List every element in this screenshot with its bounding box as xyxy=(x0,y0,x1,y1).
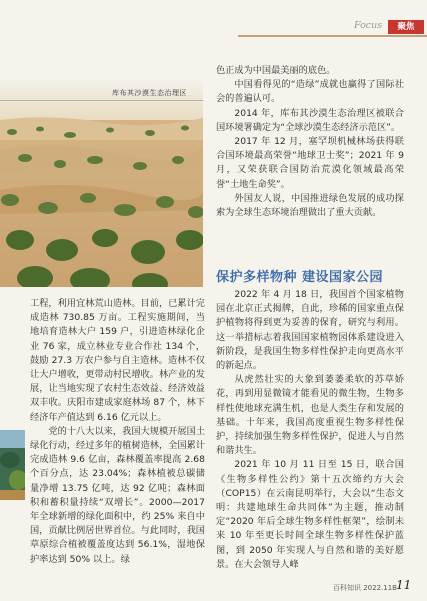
section-label-en: Focus xyxy=(354,20,383,31)
nature-inset-photo xyxy=(0,430,25,500)
footer-magazine-label: 百科知识 2022.11B xyxy=(333,584,397,592)
header-rule xyxy=(238,35,427,37)
section-heading: 保护多样物种 建设国家公园 xyxy=(216,270,384,285)
paragraph: 2022 年 4 月 18 日，我国首个国家植物园在北京正式揭牌，自此，珍稀的国家重点保护植物将得到更为妥善的保育，研究与利用。这一举措标志着我国国家植物园体系建设进入新阶段，是我国生物多样性保护走向更高水平的新起点。 xyxy=(216,289,404,372)
paragraph: 党的十八大以来，我国大规模开展国土绿化行动，经过多年的植树造林，全国累计完成造林 9.6 亿亩，森林覆盖率提高 2.68 个百分点，达 23.04%；森林植被总碳储量净增 13.75 亿吨，达 92 亿吨；森林面积和蓄积量持续“双增长”。2000—2017 年全球新增的绿化面积中，约 25% 来自中国，贡献比例居世界首位。与此同时，我国草原综合植被覆盖度达到 56.1%，湿地保护率达到 50% 以上。绿 xyxy=(30,425,205,565)
page-number: 11 xyxy=(396,578,412,592)
photo-caption: 库布其沙漠生态治理区 xyxy=(112,89,187,97)
caption-rule xyxy=(0,100,203,101)
paragraph: 色正成为中国最美丽的底色。 xyxy=(216,65,336,76)
section-label-badge: 聚焦 xyxy=(388,20,424,34)
paragraph: 2017 年 12 月，塞罕坝机械林场获得联合国环境最高荣誉“地球卫士奖”；2021 年 9 月，又荣获联合国防治荒漠化领域最高荣誉“土地生命奖”。 xyxy=(216,136,404,190)
paragraph: 外国友人说，中国推进绿色发展的成功探索为全球生态环境治理做出了重大贡献。 xyxy=(216,192,404,219)
paragraph: 2014 年，库布其沙漠生态治理区被联合国环境署确定为“全球沙漠生态经济示范区”。 xyxy=(216,107,404,133)
desert-photo xyxy=(0,80,203,287)
paragraph: 工程，利用宜林荒山造林。目前，已累计完成造林 730.85 万亩。工程实施期间，当地培育造林大户 159 户，引进造林绿化企业 76 家，成立林业专业合作社 134 个，鼓励 27.3 万农户参与自主造林。造林不仅让大户增收，更带动村民增收。林产业的发展，让当地实现了农村生态效益、经济效益双丰收。庆阳市建成家庭林场 87 个，林下经济年产值达到 6.16 亿元以上。 xyxy=(30,298,205,423)
paragraph: 2021 年 10 月 11 日至 15 日，联合国《生物多样性公约》第十五次缔约方大会（COP15）在云南昆明举行，大会以“生态文明：共建地球生命共同体”为主题，推动制定“2020 年后全球生物多样性框架”，绘制未来 10 年至更长时间全球生物多样性保护蓝图，到 2050 年实现人与自然和谐的美好愿景。在大会领导人峰 xyxy=(216,459,404,570)
paragraph: 从虎然壮实的大象到萎萎柔软的苏草娇花，再到用显微镜才能看见的微生物，生物多样性使地球充满生机，也是人类生存和发展的基础。十年来，我国高度重视生物多样性保护，持续加强生物多样性保护，促进人与自然和谐共生。 xyxy=(216,374,404,457)
right-column-top xyxy=(216,64,404,220)
paragraph: 中国看得见的“造绿”成就也赢得了国际社会的普遍认可。 xyxy=(216,79,404,105)
right-column-bottom xyxy=(216,288,404,572)
left-column xyxy=(30,297,205,567)
